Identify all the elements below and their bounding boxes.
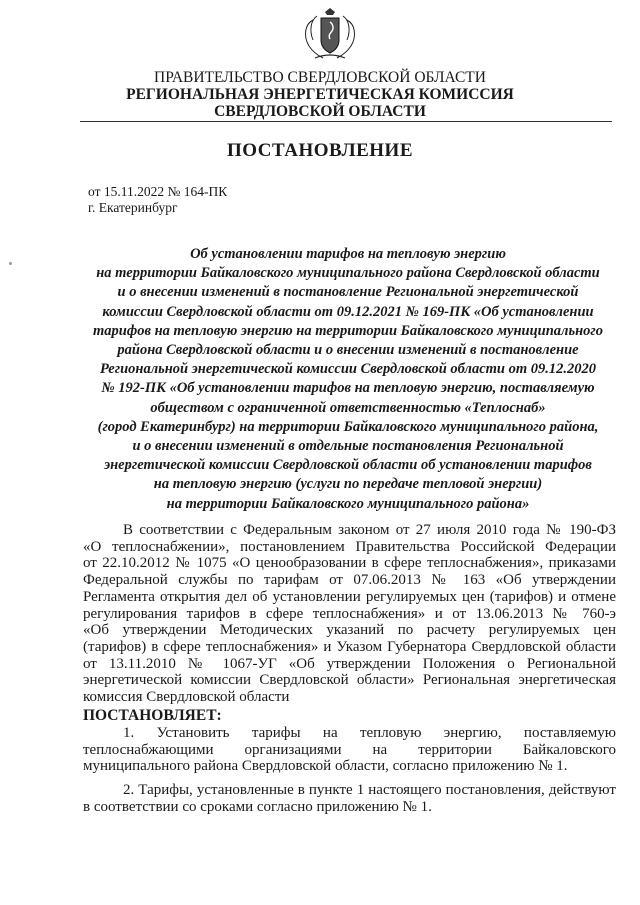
commission-name-line2: СВЕРДЛОВСКОЙ ОБЛАСТИ xyxy=(214,103,426,120)
subject-line: комиссии Свердловской области от 09.12.2021 № 169-ПК «Об установлении xyxy=(102,303,594,320)
scan-mark xyxy=(9,262,12,265)
subject-line: № 192-ПК «Об установлении тарифов на тепловую энергию, поставляемую xyxy=(101,380,595,397)
preamble-line: регулирования тарифов в сфере теплоснабжения» и от 13.06.2013 № 760-э xyxy=(83,605,616,622)
commission-name-line1: РЕГИОНАЛЬНАЯ ЭНЕРГЕТИЧЕСКАЯ КОМИССИЯ xyxy=(126,86,514,103)
subject-line: района Свердловской области и о внесении изменений в постановление xyxy=(117,342,579,358)
item1-line: теплоснабжающими организациями на территории Байкаловского xyxy=(83,741,616,758)
subject-line: и о внесении изменений в постановление Региональной энергетической xyxy=(117,284,579,301)
item2-line: в соответствии со сроками согласно приложению № 1. xyxy=(83,798,432,815)
preamble-line: Регламента открытия дел об установлении регулируемых цен (тарифов) и отмене xyxy=(83,588,616,605)
preamble-line: (тарифов) в сфере теплоснабжения» и Указом Губернатора Свердловской области xyxy=(83,638,616,655)
preamble-line: «О теплоснабжении», постановлением Правительства Российской Федерации xyxy=(83,538,616,555)
preamble-line: комиссия Свердловской области xyxy=(83,689,290,705)
preamble-line: «Об утверждении Методических указаний по расчету регулируемых цен xyxy=(83,622,616,639)
city: г. Екатеринбург xyxy=(88,200,178,215)
subject-line: и о внесении изменений в отдельные постановления Региональной xyxy=(132,438,564,454)
preamble-line: В соответствии с Федеральным законом от 27 июля 2010 года № 190-ФЗ xyxy=(123,522,616,538)
government-name: ПРАВИТЕЛЬСТВО СВЕРДЛОВСКОЙ ОБЛАСТИ xyxy=(154,69,486,86)
document-title: ПОСТАНОВЛЕНИЕ xyxy=(226,140,414,161)
subject-line: (город Екатеринбург) на территории Байкаловского муниципального района, xyxy=(97,418,599,435)
subject-line: на территории Байкаловского муниципального района Свердловской области xyxy=(96,265,600,282)
date-number: от 15.11.2022 № 164-ПК xyxy=(88,184,228,199)
preamble-line: Федеральной службы по тарифам от 07.06.2013 № 163 «Об утверждении xyxy=(83,572,616,589)
item2-line: 2. Тарифы, установленные в пункте 1 настоящего постановления, действуют xyxy=(123,782,616,798)
subject-line: Региональной энергетической комиссии Свердловской области от 09.12.2020 xyxy=(99,361,597,378)
preamble-line: от 13.11.2010 № 1067-УГ «Об утверждении Положения о Региональной xyxy=(83,655,616,672)
subject-line: энергетической комиссии Свердловской области об установлении тарифов xyxy=(104,457,592,474)
coat-of-arms-icon xyxy=(299,6,361,62)
subject-line: обществом с ограниченной ответственностью «Теплоснаб» xyxy=(150,399,546,416)
header-rule xyxy=(80,121,612,122)
subject-line: Об установлении тарифов на тепловую энергию xyxy=(190,246,506,262)
item1-line: муниципального района Свердловской области, согласно приложению № 1. xyxy=(83,758,568,775)
subject-line: на территории Байкаловского муниципального района» xyxy=(166,495,530,512)
resolves-heading: ПОСТАНОВЛЯЕТ: xyxy=(83,707,222,724)
preamble-line: от 22.10.2012 № 1075 «О ценообразовании в сфере теплоснабжения», приказами xyxy=(83,555,616,572)
subject-line: тарифов на тепловую энергию на территории Байкаловского муниципального xyxy=(93,322,603,339)
subject-line: на тепловую энергию (услуги по передаче тепловой энергии) xyxy=(153,476,543,493)
preamble-line: энергетической комиссии Свердловской области» Региональная энергетическая xyxy=(83,672,616,689)
item1-line: 1. Установить тарифы на тепловую энергию, поставляемую xyxy=(123,725,616,741)
